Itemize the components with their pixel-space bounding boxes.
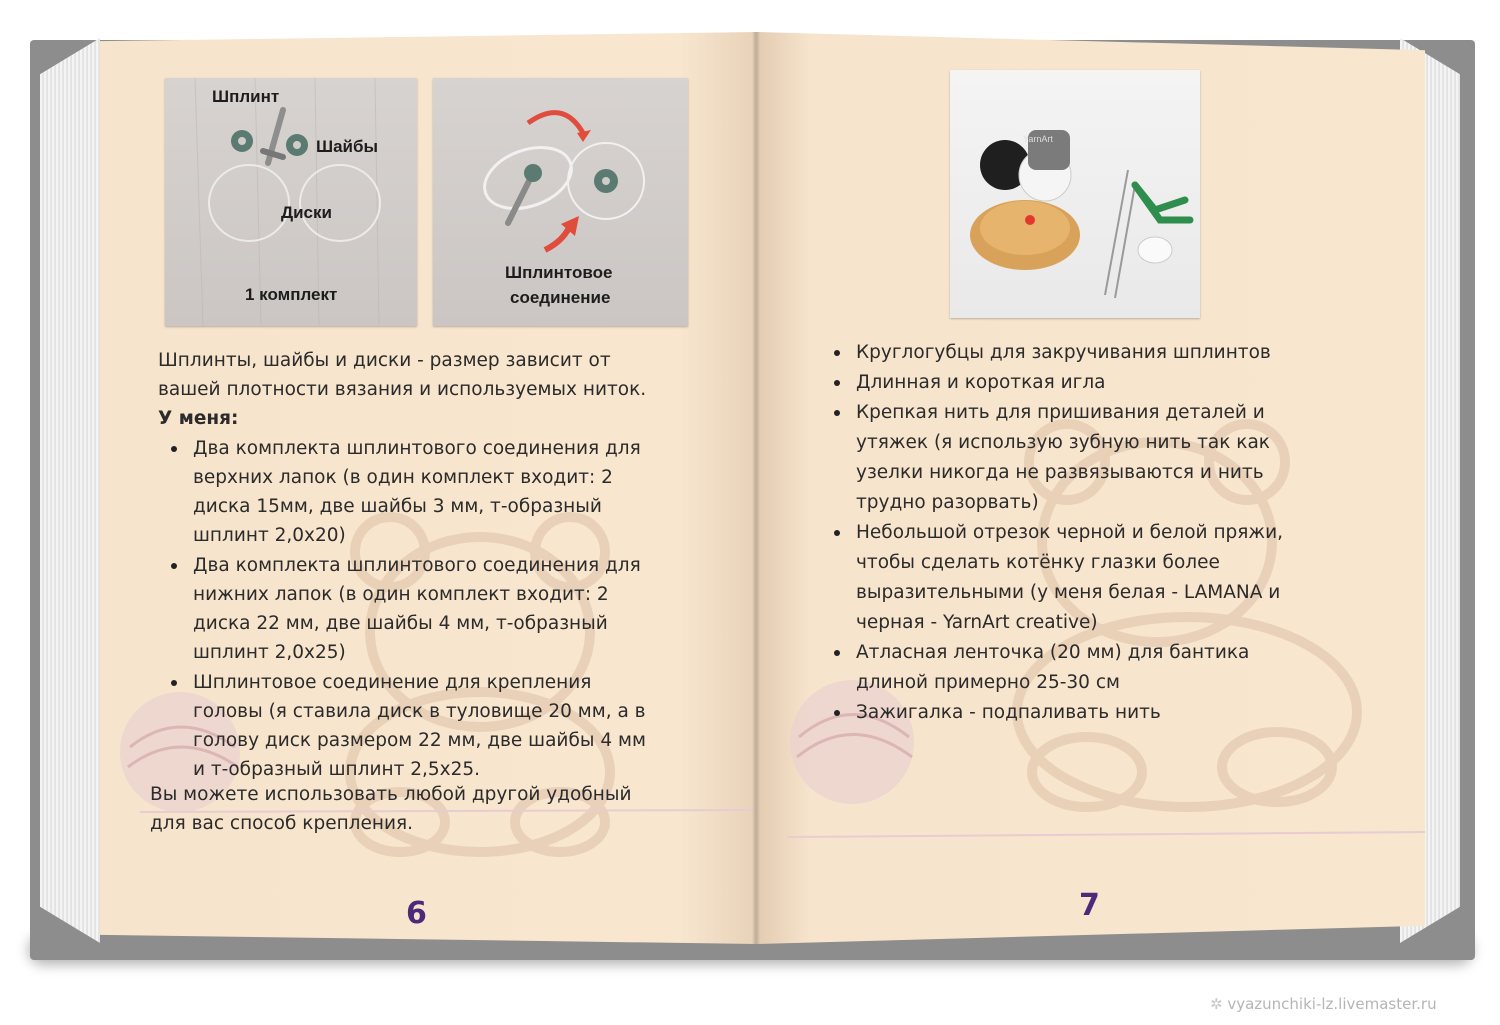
list-item: Шплинтовое соединение для крепления головы (я ставила диск в туловище 20 мм, а в голову диск размером 22 мм, две шайбы 4 мм и т-образный шплинт 2,5х25. (193, 668, 703, 784)
list-item: Два комплекта шплинтового соединения для верхних лапок (в один комплект входит: 2 диска 15мм, две шайбы 3 мм, т-образный шплинт 2,0х20) (193, 434, 703, 550)
label-disks: Диски (281, 203, 332, 222)
page-number-right: 7 (1079, 888, 1100, 923)
page-number-left: 6 (406, 896, 427, 931)
subheading: У меня: (158, 408, 239, 429)
book-spine (752, 32, 760, 944)
list-item: Круглогубцы для закручивания шплинтов (856, 338, 1376, 368)
label-connection-line1: Шплинтовое (505, 263, 613, 282)
intro-line: Шплинты, шайбы и диски - размер зависит от (158, 350, 611, 371)
gear-icon: ✲ (1210, 995, 1228, 1013)
photo-tools (950, 70, 1200, 318)
label-washers: Шайбы (316, 137, 379, 156)
list-item: Два комплекта шплинтового соединения для нижних лапок (в один комплект входит: 2 диска 22 мм, две шайбы 4 мм, т-образный шплинт 2,0х25) (193, 551, 703, 667)
intro-line: вашей плотности вязания и используемых ниток. (158, 379, 647, 400)
photo-pin-connection (433, 78, 688, 326)
site-credit (1210, 995, 1437, 1013)
list-item: Зажигалка - подпаливать нить (856, 698, 1376, 728)
right-bullet-list (856, 338, 1376, 728)
outro-line: Вы можете использовать любой другой удобный (150, 784, 632, 805)
photo-tools-icon (950, 70, 1200, 318)
page-stack-left (40, 38, 100, 943)
list-item: Крепкая нить для пришивания деталей и утяжек (я использую зубную нить так как узелки никогда не развязываются и нить трудно разорвать) (856, 398, 1376, 518)
credit-text: vyazunchiki-lz.livemaster.ru (1227, 995, 1437, 1013)
photo-pins-washers-disks (165, 78, 417, 326)
left-outro (150, 780, 710, 838)
label-set: 1 комплект (245, 285, 338, 304)
label-pin: Шплинт (212, 87, 280, 106)
list-item: Небольшой отрезок черной и белой пряжи, чтобы сделать котёнку глазки более выразительными (у меня белая - LAMANA и черная - YarnArt creative) (856, 518, 1376, 638)
yarn-label: YarnArt (1023, 134, 1053, 144)
outro-line: для вас способ крепления. (150, 813, 414, 834)
left-intro (158, 346, 698, 433)
left-bullet-list (193, 434, 703, 784)
label-connection-line2: соединение (510, 288, 611, 307)
list-item: Атласная ленточка (20 мм) для бантика длиной примерно 25-30 см (856, 638, 1376, 698)
list-item: Длинная и короткая игла (856, 368, 1376, 398)
